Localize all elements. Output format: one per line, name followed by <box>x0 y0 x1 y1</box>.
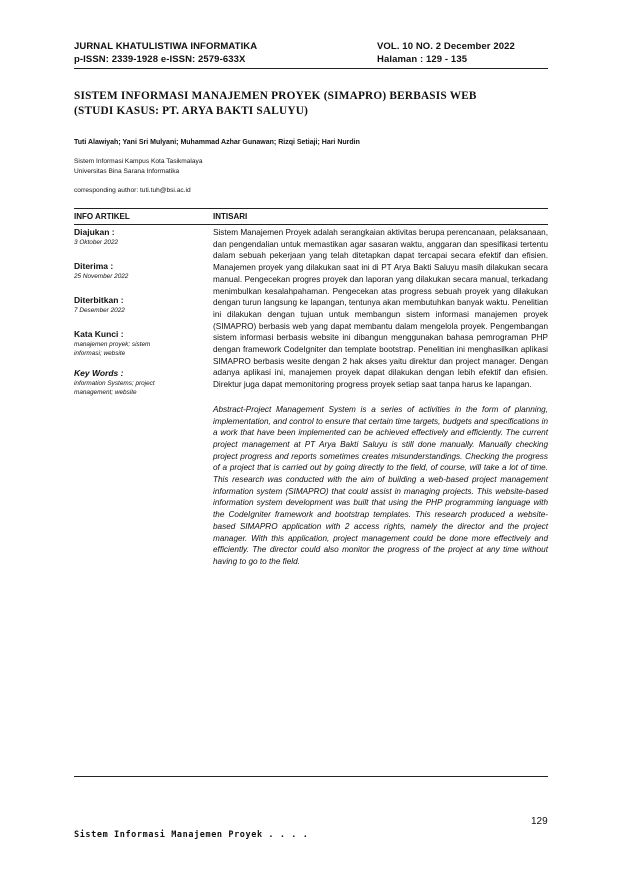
diterbitkan-value: 7 Desember 2022 <box>74 307 125 314</box>
running-title: Sistem Informasi Manajemen Proyek . . . . <box>74 830 309 840</box>
intisari-column <box>213 227 548 568</box>
info-artikel-column <box>74 227 204 397</box>
article-title-line-2: (STUDI KASUS: PT. ARYA BAKTI SALUYU) <box>74 105 309 117</box>
kata-kunci-value-line-2: informasi; website <box>74 350 126 357</box>
diajukan-value: 3 Oktober 2022 <box>74 239 119 246</box>
kata-kunci-value-line-1: manajemen proyek; sistem <box>74 341 151 348</box>
key-words-value-line-2: management; website <box>74 389 137 396</box>
abstract-english: Abstract-Project Management System is a series of activities in the form of planning, implementation, and control to ensure that certain time targets, budgets and specifications in a work that have been implemented can be achieved effectively and efficiently. The current project management at PT Arya Bakti Saluyu is still done manually. Manually checking project progress and reports sometimes creates misunderstandings. Checking the progress of a project that is carried out by going directly to the field, of course, will take a lot of time. This research was conducted with the aim of building a web-based project management information system (SIMAPRO) that could assist in managing projects. This website-based information system development was built that using the PHP programming language with the CodeIgniter framework and bootstrap templates. This research produced a website-based SIMAPRO application with 2 access rights, namely the director and the project manager. With this application, project management could be done more effectively and efficiently. The director could also monitor the progress of the project at any time without having to go to the field. <box>213 404 548 566</box>
journal-name: JURNAL KHATULISTIWA INFORMATIKA <box>74 41 258 52</box>
affiliation-line-1: Sistem Informasi Kampus Kota Tasikmalaya <box>74 158 203 165</box>
key-words-label: Key Words : <box>74 368 124 378</box>
info-artikel-heading: INFO ARTIKEL <box>74 212 130 221</box>
diterima-label: Diterima : <box>74 261 114 271</box>
article-authors: Tuti Alawiyah; Yani Sri Mulyani; Muhammad Azhar Gunawan; Rizqi Setiaji; Hari Nurdin <box>74 139 360 146</box>
corresponding-author: corresponding author: tuti.tuh@bsi.ac.id <box>74 187 191 194</box>
diterbitkan-label: Diterbitkan : <box>74 295 124 305</box>
intisari-heading: INTISARI <box>213 212 248 221</box>
article-title-line-1: SISTEM INFORMASI MANAJEMEN PROYEK (SIMAPRO) BERBASIS WEB <box>74 90 477 102</box>
section-top-rule <box>74 208 548 209</box>
diterima-value: 25 November 2022 <box>74 273 129 280</box>
key-words-value-line-1: information Systems; project <box>74 380 155 387</box>
diajukan-label: Diajukan : <box>74 227 115 237</box>
journal-pages: Halaman : 129 - 135 <box>377 54 468 65</box>
section-mid-rule <box>74 224 548 225</box>
kata-kunci-label: Kata Kunci : <box>74 329 124 339</box>
page-number: 129 <box>531 816 548 827</box>
journal-volume: VOL. 10 NO. 2 December 2022 <box>377 41 515 52</box>
section-bottom-rule <box>74 776 548 777</box>
article-title <box>74 89 554 119</box>
header-rule <box>74 68 548 69</box>
abstract-indonesian: Sistem Manajemen Proyek adalah serangkaian aktivitas berupa perencanaan, pelaksanaan, dan pengendalian untuk memastikan agar sasaran waktu, anggaran dan spesifikasi tertentu dalam sebuah pekerjaan yang telah ditetapkan dapat tercapai secara efektif dan efisien. Manajemen proyek yang dilakukan saat ini di PT Arya Bakti Saluyu masih dilakukan secara manual. Pengecekan progres proyek dan laporan yang dilakukan secara manual, terkadang menimbulkan kesalahpahaman. Pengecekan atas progress sebuah proyek yang dilakukan dengan turun langsung ke lapangan, tentunya akan membutuhkan banyak waktu. Penelitian ini dilakukan dengan tujuan untuk membangun sistem informasi manajemen proyek (SIMAPRO) berbasis web yang dapat membantu dalam mengelola proyek. Pengembangan sistem informasi berbasis website ini dibangun menggunakan bahasa pemrograman PHP dengan framework CodeIgniter dan template bootstrap. Penelitian ini menghasilkan aplikasi SIMAPRO berbasis wesite dengan 2 hak akses yaitu direktur dan project manager. Dengan adanya aplikasi ini, manajemen proyek dapat dilakukan dengan lebih efektif dan efisien. Direktur juga dapat memonitoring progress proyek setiap saat tanpa harus ke lapangan. <box>213 228 548 390</box>
journal-issn: p-ISSN: 2339-1928 e-ISSN: 2579-633X <box>74 54 246 65</box>
affiliation-line-2: Universitas Bina Sarana Informatika <box>74 168 180 175</box>
